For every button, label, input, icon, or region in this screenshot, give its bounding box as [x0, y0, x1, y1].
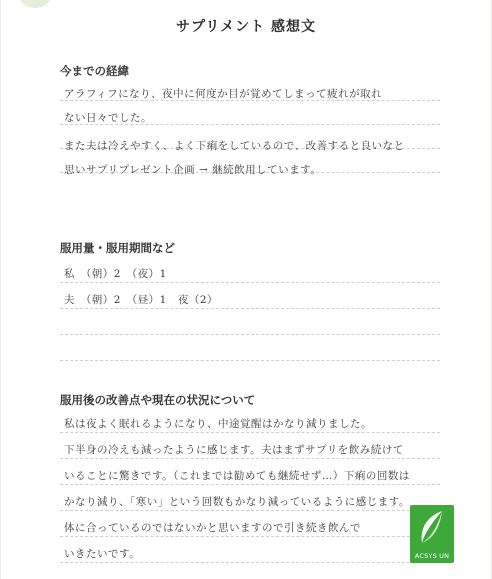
improvement-line-5: 体に合っているのではないかと思いますので引き続き飲んで: [64, 522, 361, 534]
rule-line: [60, 458, 440, 459]
improvement-line-3: いることに驚きです。（これまでは勧めても継続せず…）下痢の回数は: [64, 470, 410, 482]
rule-line: [60, 432, 440, 433]
rule-line: [60, 484, 440, 485]
improvement-line-1: 私は夜よく眠れるようになり、中途覚醒はかなり減りました。: [64, 418, 372, 430]
section-label-history: 今までの経緯: [60, 64, 129, 78]
section-label-dosage: 服用量・服用期間など: [60, 241, 175, 255]
dosage-line-1: 私 （朝）2 （夜）1: [64, 268, 167, 280]
rule-line: [60, 536, 440, 537]
rule-line: [60, 308, 440, 309]
dosage-line-2: 夫 （朝）2 （昼）1 夜（2）: [64, 294, 219, 306]
history-line-3: また夫は冷えやすく、よく下痢をしているので、改善すると良いなと: [64, 140, 405, 152]
rule-line: [60, 334, 440, 335]
rule-line: [60, 360, 440, 361]
rule-line: [60, 562, 440, 563]
improvement-line-2: 下半身の冷えも減ったように感じます。夫はまずサプリを飲み続けて: [64, 444, 404, 456]
rule-line: [60, 510, 440, 511]
improvement-line-4: かなり減り、「寒い」という回数もかなり減っているように感じます。: [64, 496, 410, 508]
leaf-icon: [416, 509, 448, 549]
rule-line: [60, 282, 440, 283]
history-line-1: アラフィフになり、夜中に何度か目が覚めてしまって疲れが取れ: [64, 88, 383, 100]
logo-text: ACSYS UN: [414, 552, 450, 560]
brand-logo: [410, 505, 454, 563]
page-title: サプリメント 感想文: [175, 19, 317, 35]
history-line-4: 思いサプリプレゼント企画 → 継続飲用しています。: [64, 164, 322, 176]
corner-decoration: [18, 0, 52, 8]
history-line-2: ない日々でした。: [64, 112, 152, 124]
improvement-line-6: いきたいです。: [64, 548, 141, 560]
improvement-ruled-area: [60, 408, 440, 568]
section-label-improvement: 服用後の改善点や現在の状況について: [60, 393, 256, 407]
